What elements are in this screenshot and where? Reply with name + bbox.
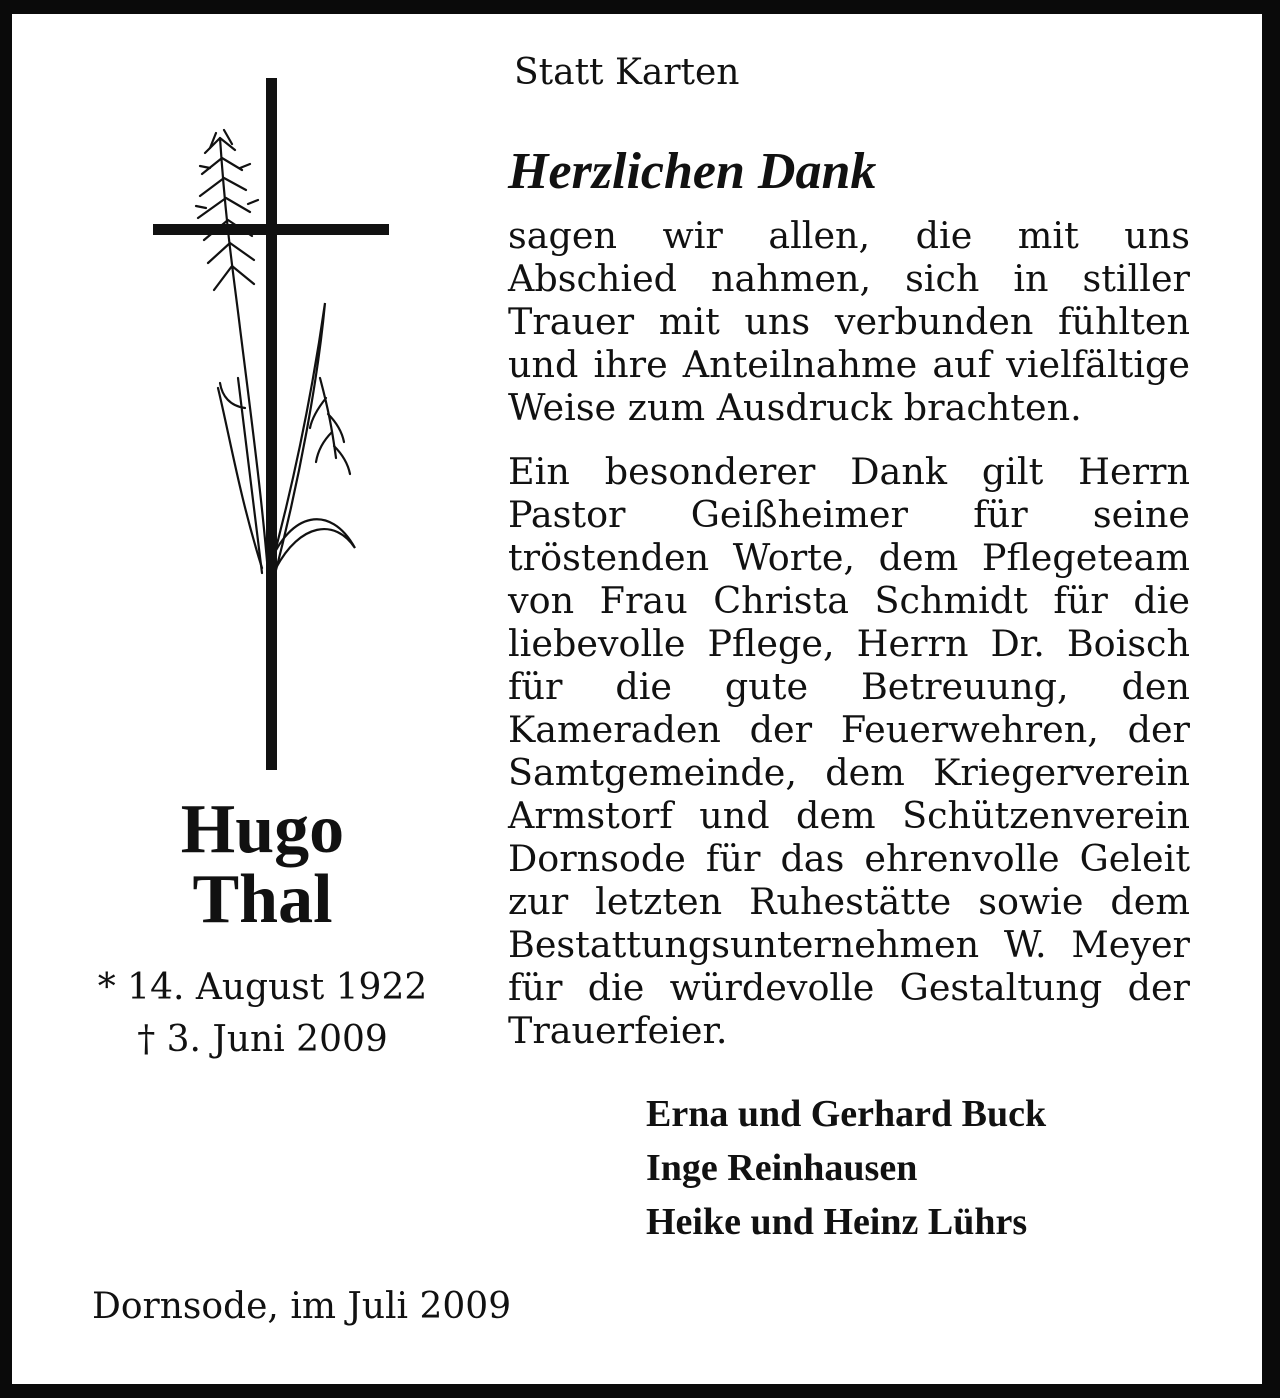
place-and-date: Dornsode, im Juli 2009 xyxy=(92,1286,512,1327)
notice-header: Statt Karten xyxy=(514,52,740,93)
signer: Heike und Heinz Lührs xyxy=(646,1201,1028,1243)
signer: Inge Reinhausen xyxy=(646,1147,918,1189)
headline: Herzlichen Dank xyxy=(508,143,877,200)
thanks-paragraph: sagen wir allen, die mit uns Abschied nahmen, sich in stiller Trauer mit uns verbunden fühlten und ihre Anteilnahme auf vielfältige Weise zum Ausdruck brachten. xyxy=(508,214,1190,429)
signers-list xyxy=(646,1087,1046,1249)
first-name: Hugo xyxy=(180,791,345,868)
life-dates xyxy=(70,962,455,1066)
death-date: † 3. Juni 2009 xyxy=(137,1019,388,1060)
signer: Erna und Gerhard Buck xyxy=(646,1093,1047,1135)
deceased-name xyxy=(90,791,435,938)
cross-with-grass-icon xyxy=(150,78,395,773)
last-name: Thal xyxy=(192,861,333,938)
birth-date: * 14. August 1922 xyxy=(97,967,428,1008)
cross-icon xyxy=(153,78,389,770)
special-thanks-paragraph: Ein besonderer Dank gilt Herrn Pastor Geißheimer für seine tröstenden Worte, dem Pflegeteam von Frau Christa Schmidt für die liebevolle Pflege, Herrn Dr. Boisch für die gute Betreuung, den Kameraden der Feuerwehren, der Samtgemeinde, dem Kriegerverein Armstorf und dem Schützenverein Dornsode für das ehrenvolle Geleit zur letzten Ruhestätte sowie dem Bestattungsunternehmen W. Meyer für die würdevolle Gestaltung der Trauerfeier. xyxy=(508,450,1190,1052)
